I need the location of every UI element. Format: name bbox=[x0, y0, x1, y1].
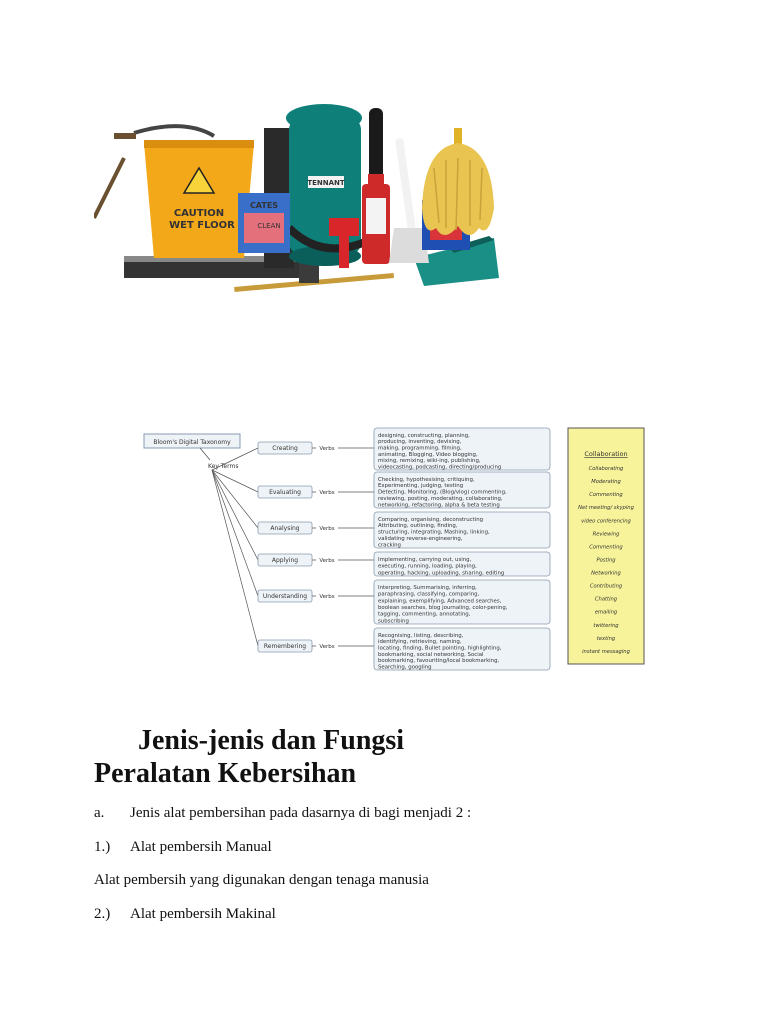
cloth-pack-icon bbox=[238, 193, 290, 253]
key-terms-connector bbox=[212, 470, 258, 646]
collaboration-item: video conferencing bbox=[581, 518, 631, 525]
list-item-2-text: Alat pembersih Makinal bbox=[130, 906, 276, 922]
verb-line: networking, refactoring, alpha & beta testing bbox=[378, 502, 500, 509]
diagram-levels bbox=[212, 428, 550, 670]
list-item-2-number: 2.) bbox=[94, 906, 111, 922]
verb-line: operating, hacking, uploading, sharing, editing bbox=[378, 570, 505, 577]
cloth-pack-label: CLEAN bbox=[257, 222, 281, 230]
verb-line: Comparing, organising, deconstructing bbox=[378, 516, 484, 523]
collaboration-item: emailing bbox=[594, 609, 618, 616]
collaboration-item: Commenting bbox=[589, 492, 623, 499]
mop-icon bbox=[422, 128, 494, 235]
verb-line: locating, finding, Bullet pointing, highlighting, bbox=[378, 645, 502, 652]
level-label-evaluating: Evaluating bbox=[269, 489, 301, 496]
diagram-root-label: Bloom's Digital Taxonomy bbox=[153, 439, 231, 446]
verb-line: tagging, commenting, annotating, bbox=[378, 611, 471, 618]
verb-line: explaining, exemplifying, Advanced searches, bbox=[378, 598, 502, 605]
verbs-label: Verbs bbox=[319, 526, 335, 532]
verbs-label: Verbs bbox=[319, 644, 335, 650]
collaboration-item: Collaborating bbox=[588, 466, 624, 472]
verb-line: Experimenting, judging, testing bbox=[378, 483, 464, 490]
level-label-applying: Applying bbox=[271, 557, 299, 564]
key-terms-connector bbox=[212, 470, 258, 528]
vacuum-brand-label: TENNANT bbox=[307, 179, 345, 187]
verb-line: Checking, hypothesising, critiquing, bbox=[378, 476, 475, 483]
verb-line: producing, inventing, devising, bbox=[378, 439, 462, 446]
verbs-label: Verbs bbox=[319, 490, 335, 496]
list-item-1-text: Alat pembersih Manual bbox=[130, 839, 272, 855]
verb-line: identifying, retrieving, naming, bbox=[378, 639, 462, 646]
key-terms-connector bbox=[212, 470, 258, 560]
verb-line: animating, Blogging, Video blogging, bbox=[378, 451, 478, 458]
bucket-sign-line1: CAUTION bbox=[173, 208, 225, 219]
collaboration-item: Net meeting/ skyping bbox=[578, 505, 634, 512]
mop-bucket-icon bbox=[94, 126, 254, 258]
verb-line: validating reverse-engineering, bbox=[378, 536, 463, 542]
verb-line: cracking bbox=[378, 542, 401, 549]
bucket-sign-line2: WET FLOOR bbox=[169, 220, 235, 231]
verb-line: Detecting, Monitoring, (Blog/vlog) commenting, bbox=[378, 489, 507, 496]
collaboration-item: texting bbox=[596, 635, 616, 642]
verb-line: subscribing bbox=[378, 618, 409, 625]
verb-line: mixing, remixing, wiki-ing, publishing, bbox=[378, 458, 481, 465]
verbs-label: Verbs bbox=[319, 558, 335, 564]
page-heading bbox=[94, 724, 404, 790]
collaboration-item: Networking bbox=[591, 570, 621, 577]
verbs-label: Verbs bbox=[319, 594, 335, 600]
verb-line: Implementing, carrying out, using, bbox=[378, 557, 472, 563]
list-marker-a: a. bbox=[94, 805, 105, 821]
diagram-key-terms: Key Terms bbox=[208, 463, 239, 470]
verb-line: bookmarking, favouriting/local bookmarking, bbox=[378, 658, 500, 665]
verb-line: Recognising, listing, describing, bbox=[378, 632, 464, 639]
verb-line: structuring, integrating, Mashing, linking, bbox=[378, 529, 490, 536]
root-connector bbox=[200, 448, 210, 460]
verb-line: bookmarking, social networking, Social bbox=[378, 651, 484, 658]
verb-line: reviewing, posting, moderating, collaborating, bbox=[378, 496, 503, 502]
list-item-1 bbox=[94, 838, 272, 856]
paragraph-a bbox=[94, 804, 471, 822]
paragraph-a-text: Jenis alat pembersihan pada dasarnya di bagi menjadi 2 : bbox=[130, 805, 472, 821]
level-label-analysing: Analysing bbox=[270, 525, 300, 532]
verb-line: boolean searches, blog journaling, color-pening, bbox=[378, 605, 508, 611]
list-item-1-number: 1.) bbox=[94, 839, 111, 855]
verb-line: Searching, googling bbox=[378, 664, 432, 671]
collaboration-item: twittering bbox=[593, 622, 619, 629]
cleaning-equipment-photo bbox=[94, 88, 504, 292]
verb-line: Interpreting, Summarising, inferring, bbox=[378, 585, 477, 591]
collaboration-title: Collaboration bbox=[584, 450, 628, 458]
manual-description: Alat pembersih yang digunakan dengan tenaga manusia bbox=[94, 872, 429, 888]
collaboration-item: Reviewing bbox=[592, 531, 620, 538]
verb-line: paraphrasing, classifying, comparing, bbox=[378, 591, 480, 598]
blooms-digital-taxonomy-diagram bbox=[140, 424, 650, 674]
list-item-2 bbox=[94, 905, 276, 923]
heading-line-1: Jenis-jenis dan Fungsi bbox=[138, 725, 405, 756]
level-label-creating: Creating bbox=[272, 445, 298, 452]
collaboration-item: Moderating bbox=[591, 479, 621, 486]
verb-line: Attributing, outlining, finding, bbox=[378, 523, 458, 530]
verb-line: executing, running, loading, playing, bbox=[378, 563, 477, 570]
verbs-label: Verbs bbox=[319, 446, 335, 452]
collaboration-item: instant messaging bbox=[582, 648, 630, 655]
collaboration-item: Commenting bbox=[589, 544, 623, 551]
cloth-pack-brand: CATES bbox=[249, 201, 279, 210]
verb-line: videocasting, podcasting, directing/producing bbox=[378, 464, 502, 471]
verb-line: designing, constructing, planning, bbox=[378, 432, 470, 439]
heading-line-2: Peralatan Kebersihan bbox=[94, 758, 357, 789]
collaboration-item: Contributing bbox=[589, 583, 623, 590]
verb-line: making, programming, filming, bbox=[378, 445, 462, 452]
collaboration-item: Chatting bbox=[594, 596, 618, 603]
collaboration-item: Posting bbox=[596, 557, 616, 564]
level-label-understanding: Understanding bbox=[262, 593, 308, 600]
level-label-remembering: Remembering bbox=[263, 643, 307, 650]
